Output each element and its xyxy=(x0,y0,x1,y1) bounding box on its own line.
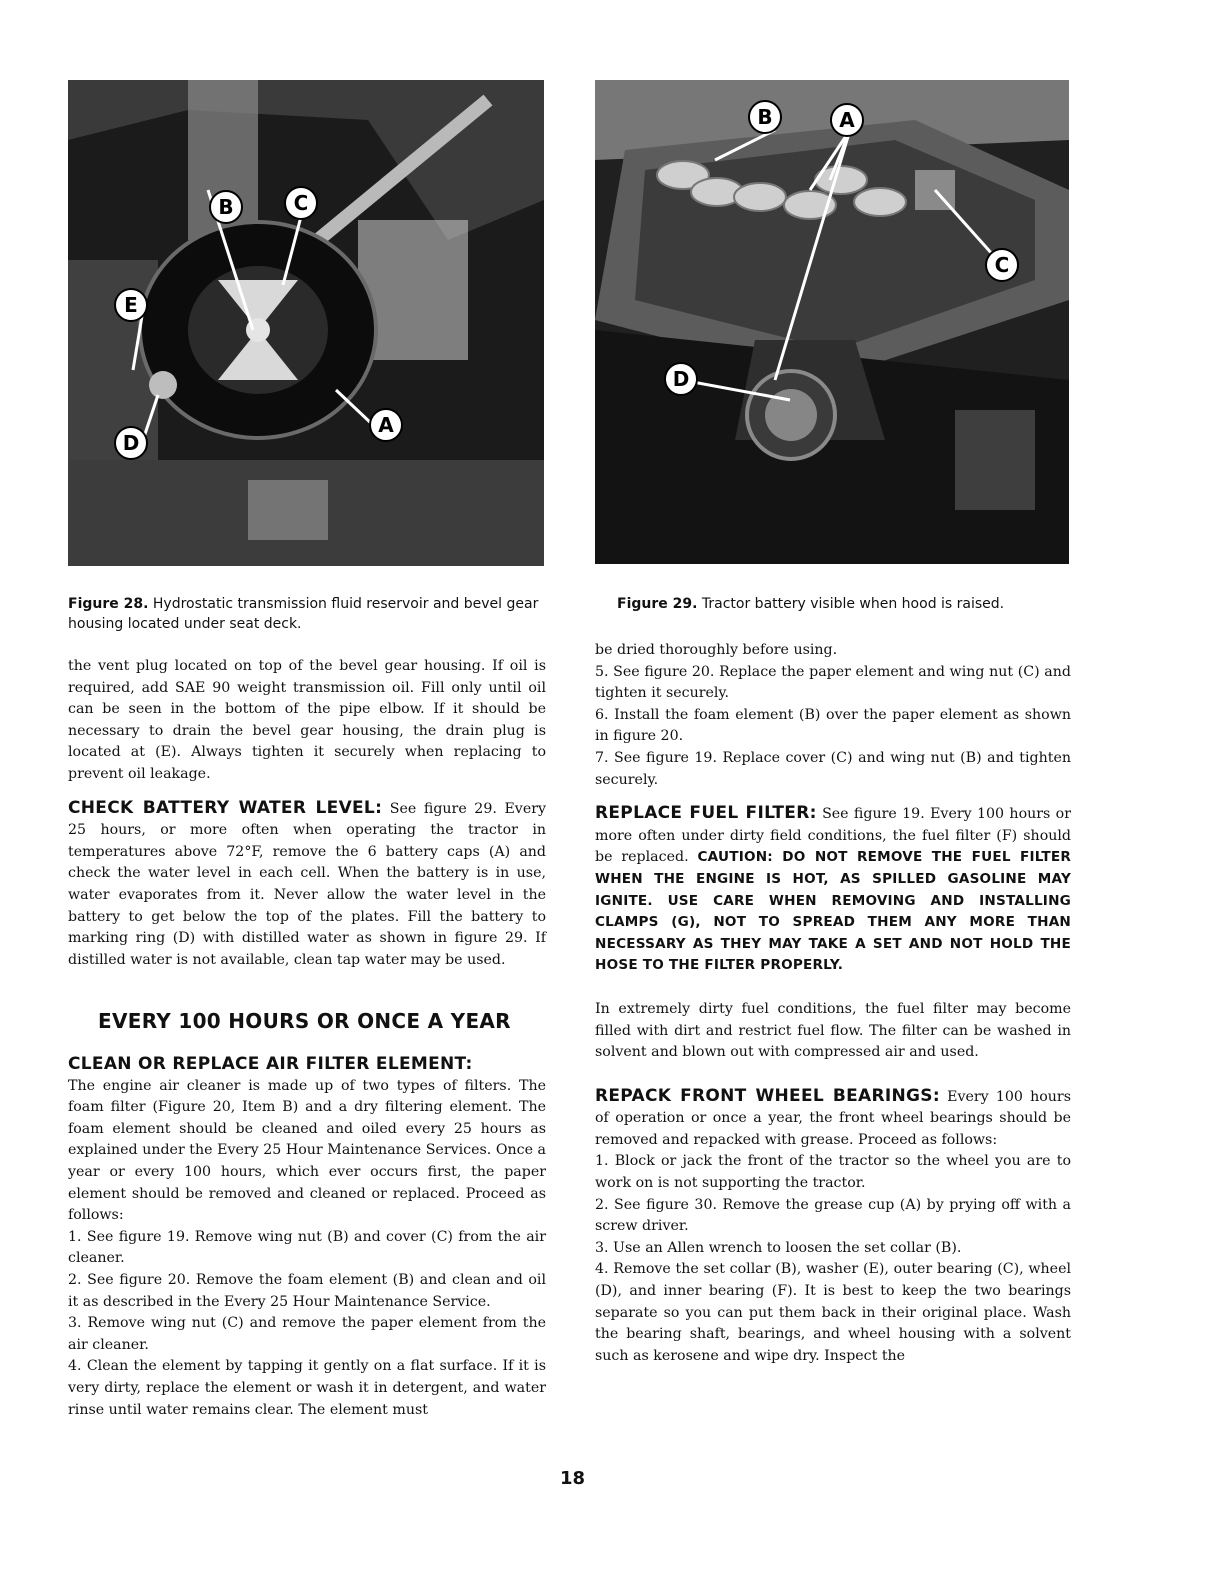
callout-d xyxy=(115,427,147,459)
air-filter-step-1: 1. See figure 19. Remove wing nut (B) and cover (C) from the air cleaner. xyxy=(68,1228,546,1267)
fuel-filter-text: See figure 19. Every 100 hours or more often under dirty field conditions, the fuel filter (F) should be replaced. xyxy=(595,806,1071,866)
air-filter-text: The engine air cleaner is made up of two types of filters. The foam filter (Figure 20, Item B) and a dry filtering element. The foam element should be cleaned and oiled every 25 hours as explained under the Every 25 Hour Maintenance Services. Once a year or every 100 hours, which ever occurs first, the paper element should be removed and cleaned or replaced. Proceed as follows: xyxy=(68,1077,546,1224)
bearing-step-4: 4. Remove the set collar (B), washer (E), outer bearing (C), wheel (D), and inner bearing (F). It is best to keep the two bearings separate so you can put them back in their original place. Wash the bearing shaft, bearings, and wheel housing with a solvent such as kerosene and wipe dry. Inspect the xyxy=(595,1261,1071,1364)
callout-d xyxy=(665,363,697,395)
air-filter-continuation: be dried thoroughly before using. xyxy=(595,642,838,658)
figure-29-caption-text: Tractor battery visible when hood is raised. xyxy=(701,596,1005,612)
bearing-step-2: 2. See figure 30. Remove the grease cup (A) by prying off with a screw driver. xyxy=(595,1196,1071,1235)
vent-plug-paragraph: the vent plug located on top of the bevel gear housing. If oil is required, add SAE 90 weight transmission oil. Fill only until oil can be seen in the bottom of the pipe elbow. If it should be necessary to drain the bevel gear housing, the drain plug is located at (E). Always tighten it securely when replacing to prevent oil leakage. xyxy=(68,658,546,782)
air-filter-step-3: 3. Remove wing nut (C) and remove the paper element from the air cleaner. xyxy=(68,1315,546,1353)
air-filter-heading: CLEAN OR REPLACE AIR FILTER ELEMENT: xyxy=(68,1054,473,1074)
figure-28-caption xyxy=(68,594,554,634)
callout-label: A xyxy=(378,413,394,437)
bearing-heading: REPACK FRONT WHEEL BEARINGS: xyxy=(595,1085,940,1106)
callout-label: D xyxy=(672,367,690,391)
figure-28-caption-text: Hydrostatic transmission fluid reservoir and bevel gear housing located under seat deck. xyxy=(68,596,539,632)
callout-label: D xyxy=(122,431,140,455)
figure-28-caption-number: Figure 28. xyxy=(68,596,149,612)
air-filter-step-4: 4. Clean the element by tapping it gently on a flat surface. If it is very dirty, replace the element or wash it in detergent, and water rinse until water remains clear. The element must xyxy=(68,1358,546,1418)
fuel-filter-heading: REPLACE FUEL FILTER: xyxy=(595,803,817,824)
dirty-fuel-paragraph: In extremely dirty fuel conditions, the fuel filter may become filled with dirt and restrict fuel flow. The filter can be washed in solvent and blown out with compressed air and used. xyxy=(595,1000,1071,1061)
callout-e xyxy=(115,289,147,321)
callout-label: B xyxy=(757,105,773,129)
callout-a xyxy=(831,104,863,136)
bearing-text: Every 100 hours of operation or once a year, the front wheel bearings should be removed and repacked with grease. Proceed as follows: xyxy=(595,1088,1071,1148)
figure-29-photo xyxy=(595,80,1069,564)
air-filter-step-2: 2. See figure 20. Remove the foam element (B) and clean and oil it as described in the Every 25 Hour Maintenance Service. xyxy=(68,1271,546,1310)
left-column-upper xyxy=(68,656,546,971)
air-filter-step-5: 5. See figure 20. Replace the paper element and wing nut (C) and tighten it securely. xyxy=(595,663,1071,702)
right-column xyxy=(595,640,1071,1367)
callout-c xyxy=(285,187,317,219)
callout-b xyxy=(749,101,781,133)
battery-text: See figure 29. Every 25 hours, or more often when operating the tractor in temperatures above 72°F, remove the 6 battery caps (A) and check the water level in each cell. When the battery is in use, water evaporates from it. Never allow the water level in the battery to get below the top of the plates. Fill the battery to marking ring (D) with distilled water as shown in figure 29. If distilled water is not available, clean tap water may be used. xyxy=(68,800,547,968)
section-title: EVERY 100 HOURS OR ONCE A YEAR xyxy=(98,1009,511,1033)
callout-label: E xyxy=(124,293,138,317)
bearing-step-3: 3. Use an Allen wrench to loosen the set collar (B). xyxy=(595,1239,962,1256)
callout-c xyxy=(986,249,1018,281)
page-number: 18 xyxy=(560,1468,586,1489)
callout-b xyxy=(210,191,242,223)
fuel-filter-section xyxy=(595,803,1071,977)
callout-label: C xyxy=(293,191,309,215)
callout-label: B xyxy=(218,195,234,219)
figure-29-caption-number: Figure 29. xyxy=(617,596,698,612)
figure-29-caption xyxy=(617,594,1077,614)
left-column-lower xyxy=(68,1054,546,1421)
battery-heading: CHECK BATTERY WATER LEVEL: xyxy=(68,797,383,818)
fuel-filter-caution: CAUTION: DO NOT REMOVE THE FUEL FILTER WHEN THE ENGINE IS HOT, AS SPILLED GASOLINE MAY IGNITE. USE CARE WHEN REMOVING AND INSTALLING CLAMPS (G), NOT TO SPREAD THEM ANY MORE THAN NECESSARY AS THEY MAY TAKE A SET AND NOT HOLD THE HOSE TO THE FILTER PROPERLY. xyxy=(595,849,1072,974)
bearing-step-1: 1. Block or jack the front of the tractor so the wheel you are to work on is not supporting the tractor. xyxy=(595,1153,1071,1192)
callout-label: A xyxy=(839,108,855,132)
callout-a xyxy=(370,409,402,441)
figure-29-illustration xyxy=(595,80,1069,564)
figure-28-illustration xyxy=(68,80,544,566)
air-filter-step-7: 7. See figure 19. Replace cover (C) and wing nut (B) and tighten securely. xyxy=(595,749,1071,788)
battery-section xyxy=(68,798,546,972)
bearing-section xyxy=(595,1086,1071,1152)
air-filter-step-6: 6. Install the foam element (B) over the paper element as shown in figure 20. xyxy=(595,706,1071,745)
figure-28-photo xyxy=(68,80,544,566)
callout-label: C xyxy=(994,253,1010,277)
